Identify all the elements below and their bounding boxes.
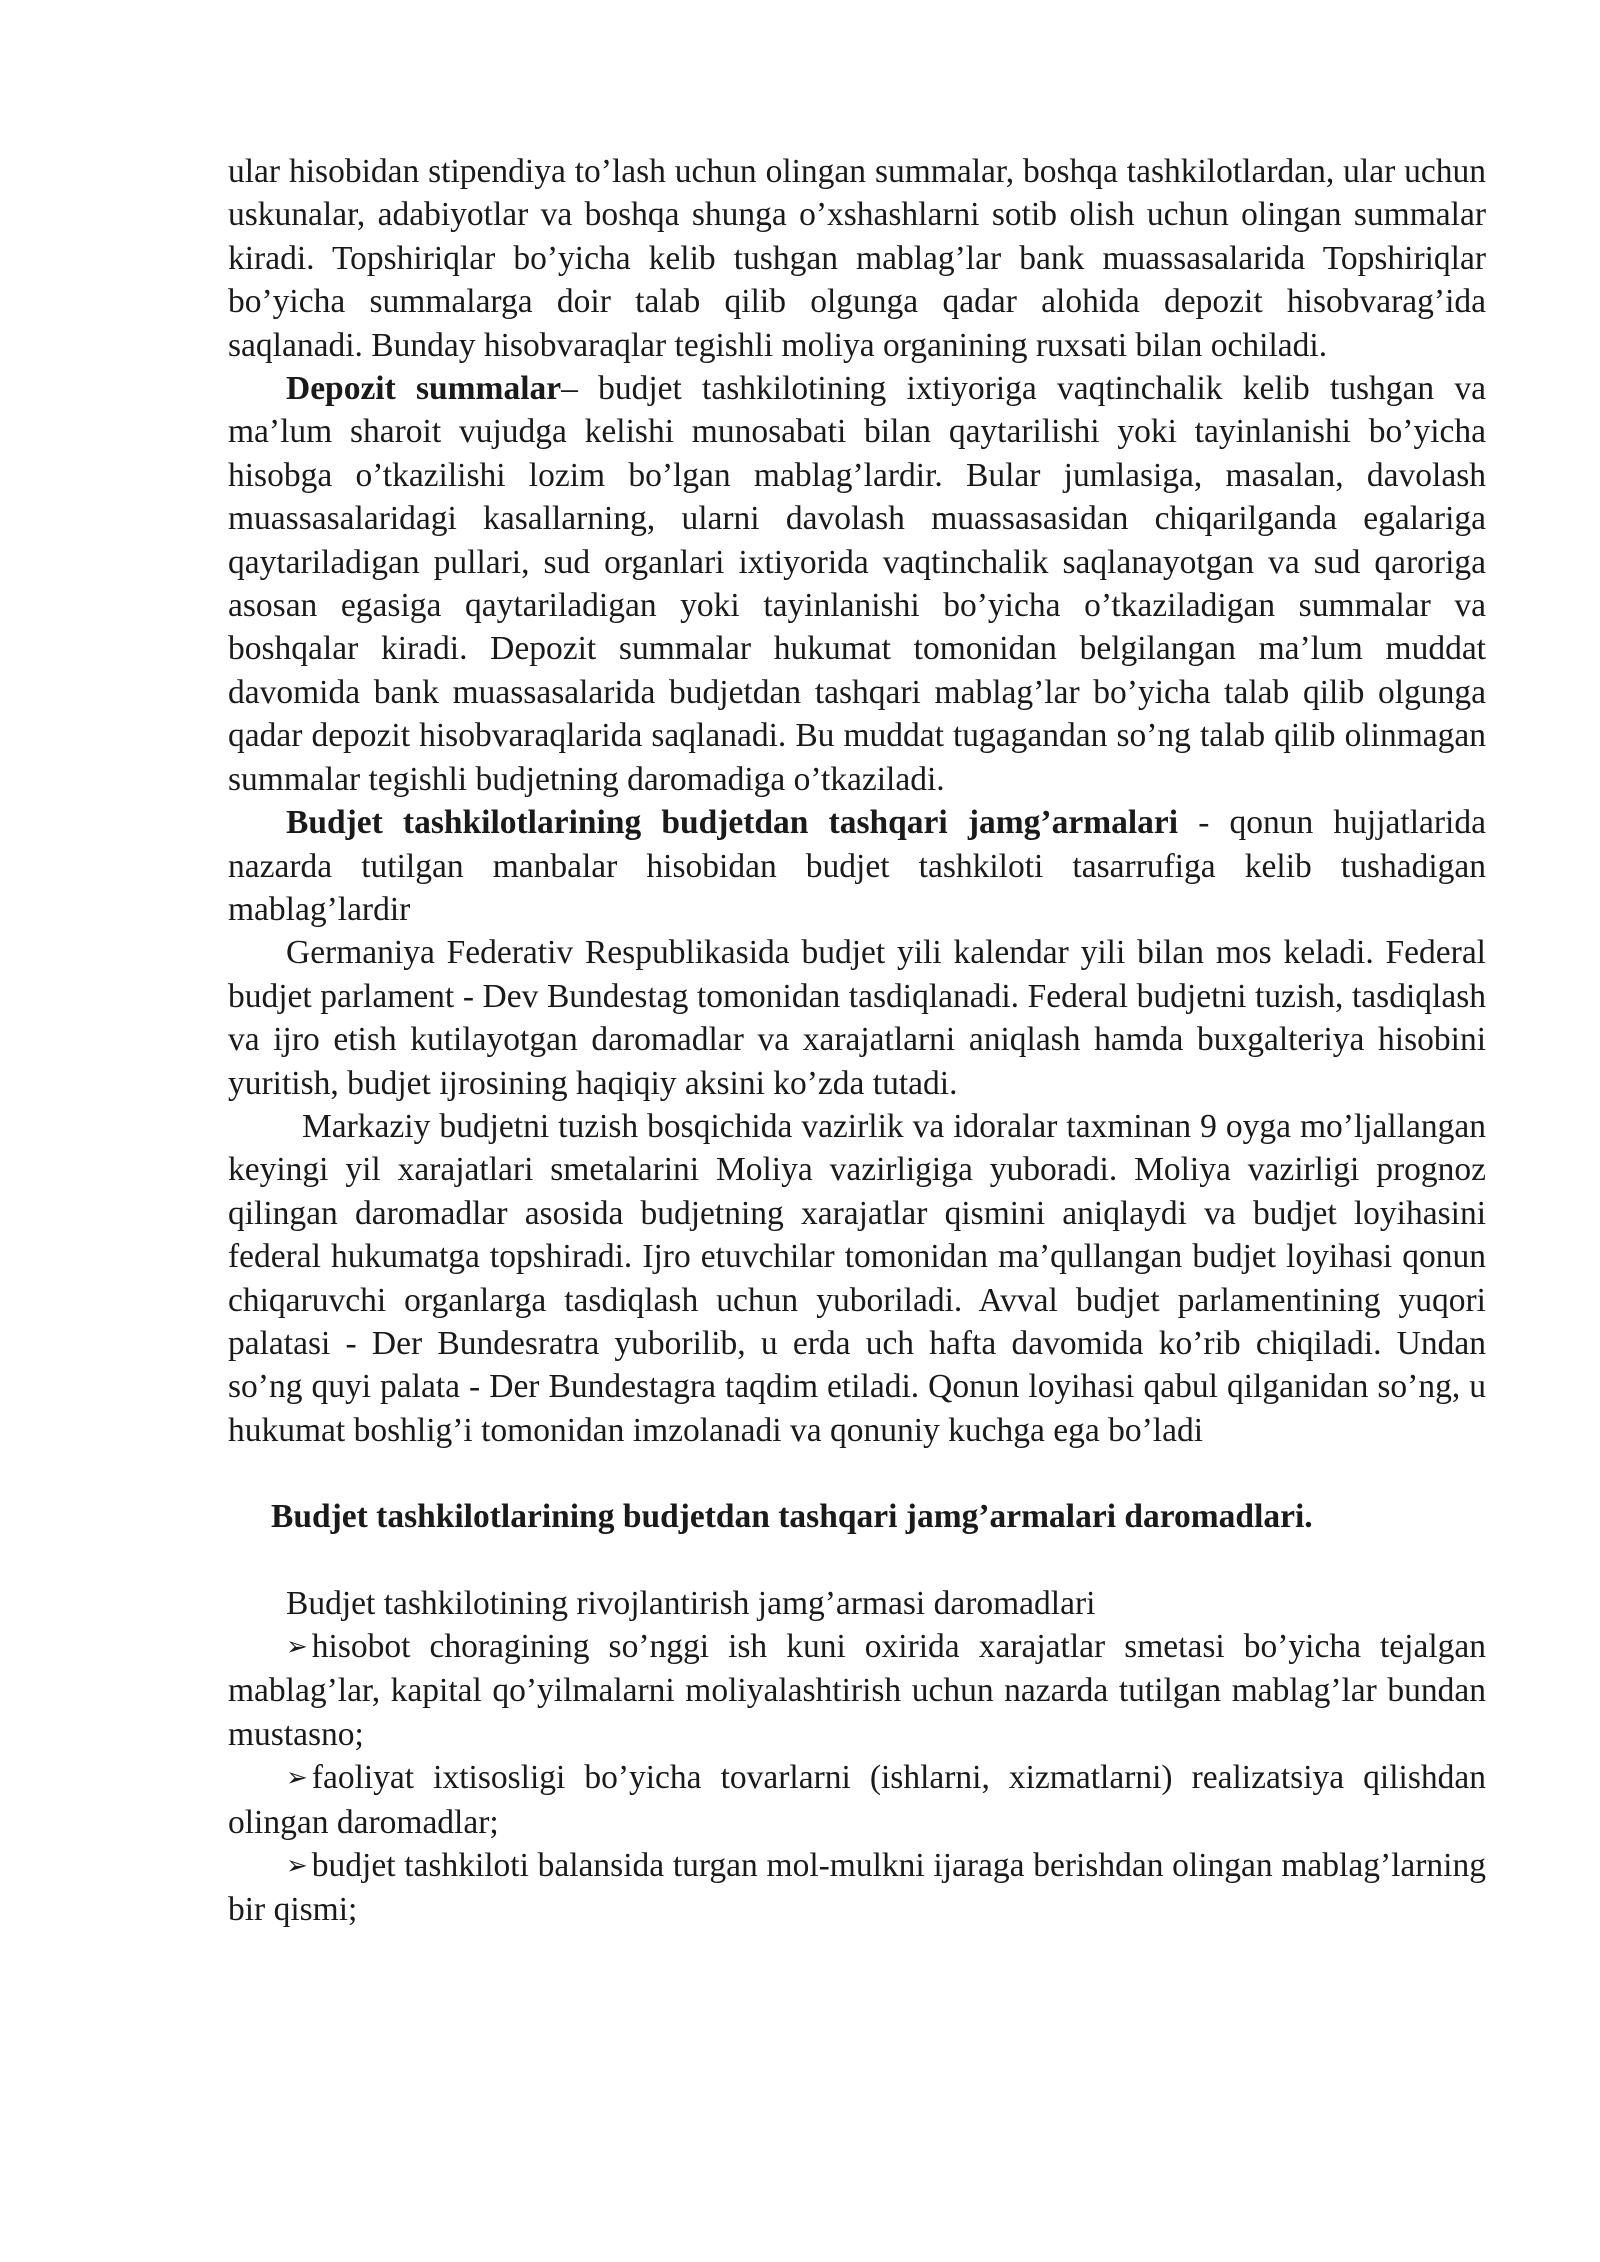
list-item — [228, 1844, 1486, 1932]
definition-budjetdan-tashqari-jamgarmalari: - qonun hujjatlarida nazarda tutilgan manbalar hisobidan budjet tashkiloti tasarrufiga kelib tushadigan mablag’lardir — [228, 804, 1486, 928]
term-depozit-summalar: Depozit summalar — [286, 370, 562, 408]
list-item — [228, 1625, 1486, 1756]
arrow-right-icon: ➢ — [286, 1632, 308, 1662]
paragraph-germaniya: Germaniya Federativ Respublikasida budjet yili kalendar yili bilan mos keladi. Federal budjet parlament - Dev Bundestag tomonidan tasdiqlanadi. Federal budjetni tuzish, tasdiqlash va ijro etish kutilayotgan daromadlar va xarajatlarni aniqlash hamda buxgalteriya hisobini yuritish, budjet ijrosining haqiqiy aksini ko’zda tutadi. — [228, 934, 1486, 1102]
term-budjetdan-tashqari-jamgarmalari: Budjet tashkilotlarining budjetdan tashqari jamg’armalari — [286, 804, 1179, 842]
definition-depozit-summalar: – budjet tashkilotining ixtiyoriga vaqtinchalik kelib tushgan va ma’lum sharoit vujudga kelishi munosabati bilan qaytarilishi yoki tayinlanishi bo’yicha hisobga o’tkazilishi lozim bo’lgan mablag’lardir. Bular jumlasiga, masalan, davolash muassasalaridagi kasallarning, ularni davolash muassasasidan chiqarilganda egalariga qaytariladigan pullari, sud organlari ixtiyorida vaqtinchalik saqlanayotgan va sud qaroriga asosan egasiga qaytariladigan yoki tayinlanishi bo’yicha o’tkaziladigan summalar va boshqalar kiradi. Depozit summalar hukumat tomonidan belgilangan ma’lum muddat davomida bank muassasalarida budjetdan tashqari mablag’lar bo’yicha talab qilib olgunga qadar depozit hisobvaraqlarida saqlanadi. Bu muddat tugagandan so’ng talab qilib olinmagan summalar tegishli budjetning daromadiga o’tkaziladi. — [228, 370, 1486, 798]
list-item-text: budjet tashkiloti balansida turgan mol-mulkni ijaraga berishdan olingan mablag’larning bir qismi; — [228, 1847, 1486, 1929]
list-item — [228, 1756, 1486, 1844]
paragraph-budjetdan-tashqari — [228, 801, 1486, 931]
section-heading: Budjet tashkilotlarining budjetdan tashqari jamg’armalari daromadlari. — [271, 1498, 1313, 1536]
paragraph-depozit-summalar — [228, 367, 1486, 801]
arrow-right-icon: ➢ — [286, 1763, 308, 1794]
document-page — [228, 150, 1486, 1932]
list-intro: Budjet tashkilotining rivojlantirish jamg’armasi daromadlari — [286, 1584, 1096, 1622]
paragraph-markaziy-budjet: Markaziy budjetni tuzish bosqichida vazirlik va idoralar taxminan 9 oyga mo’ljallangan keyingi yil xarajatlari smetalarini Moliya vazirligiga yuboradi. Moliya vazirligi prognoz qilingan daromadlar asosida budjetning xarajatlar qismini aniqlaydi va budjet loyihasini federal hukumatga topshiradi. Ijro etuvchilar tomonidan ma’qullangan budjet loyihasi qonun chiqaruvchi organlarga tasdiqlash uchun yuboriladi. Avval budjet parlamentining yuqori palatasi - Der Bundesratra yuborilib, u erda uch hafta davomida ko’rib chiqiladi. Undan so’ng quyi palata - Der Bundestagra taqdim etiladi. Qonun loyihasi qabul qilganidan so’ng, u hukumat boshlig’i tomonidan imzolanadi va qonuniy kuchga ega bo’ladi — [228, 1107, 1486, 1449]
paragraph-1: ular hisobidan stipendiya to’lash uchun olingan summalar, boshqa tashkilotlardan, ular uchun uskunalar, adabiyotlar va boshqa shunga o’xshashlarni sotib olish uchun olingan summalar kiradi. Topshiriqlar bo’yicha kelib tushgan mablag’lar bank muassasalarida Topshiriqlar bo’yicha summalarga doir talab qilib olgunga qadar alohida depozit hisobvarag’ida saqlanadi. Bunday hisobvaraqlar tegishli moliya organining ruxsati bilan ochiladi. — [228, 153, 1486, 364]
list-item-text: hisobot choragining so’nggi ish kuni oxirida xarajatlar smetasi bo’yicha tejalgan mablag’lar, kapital qo’yilmalarni moliyalashtirish uchun nazarda tutilgan mablag’lar bundan mustasno; — [228, 1628, 1486, 1753]
arrow-right-icon: ➢ — [286, 1851, 308, 1882]
list-item-text: faoliyat ixtisosligi bo’yicha tovarlarni (ishlarni, xizmatlarni) realizatsiya qilishdan olingan daromadlar; — [228, 1759, 1486, 1841]
